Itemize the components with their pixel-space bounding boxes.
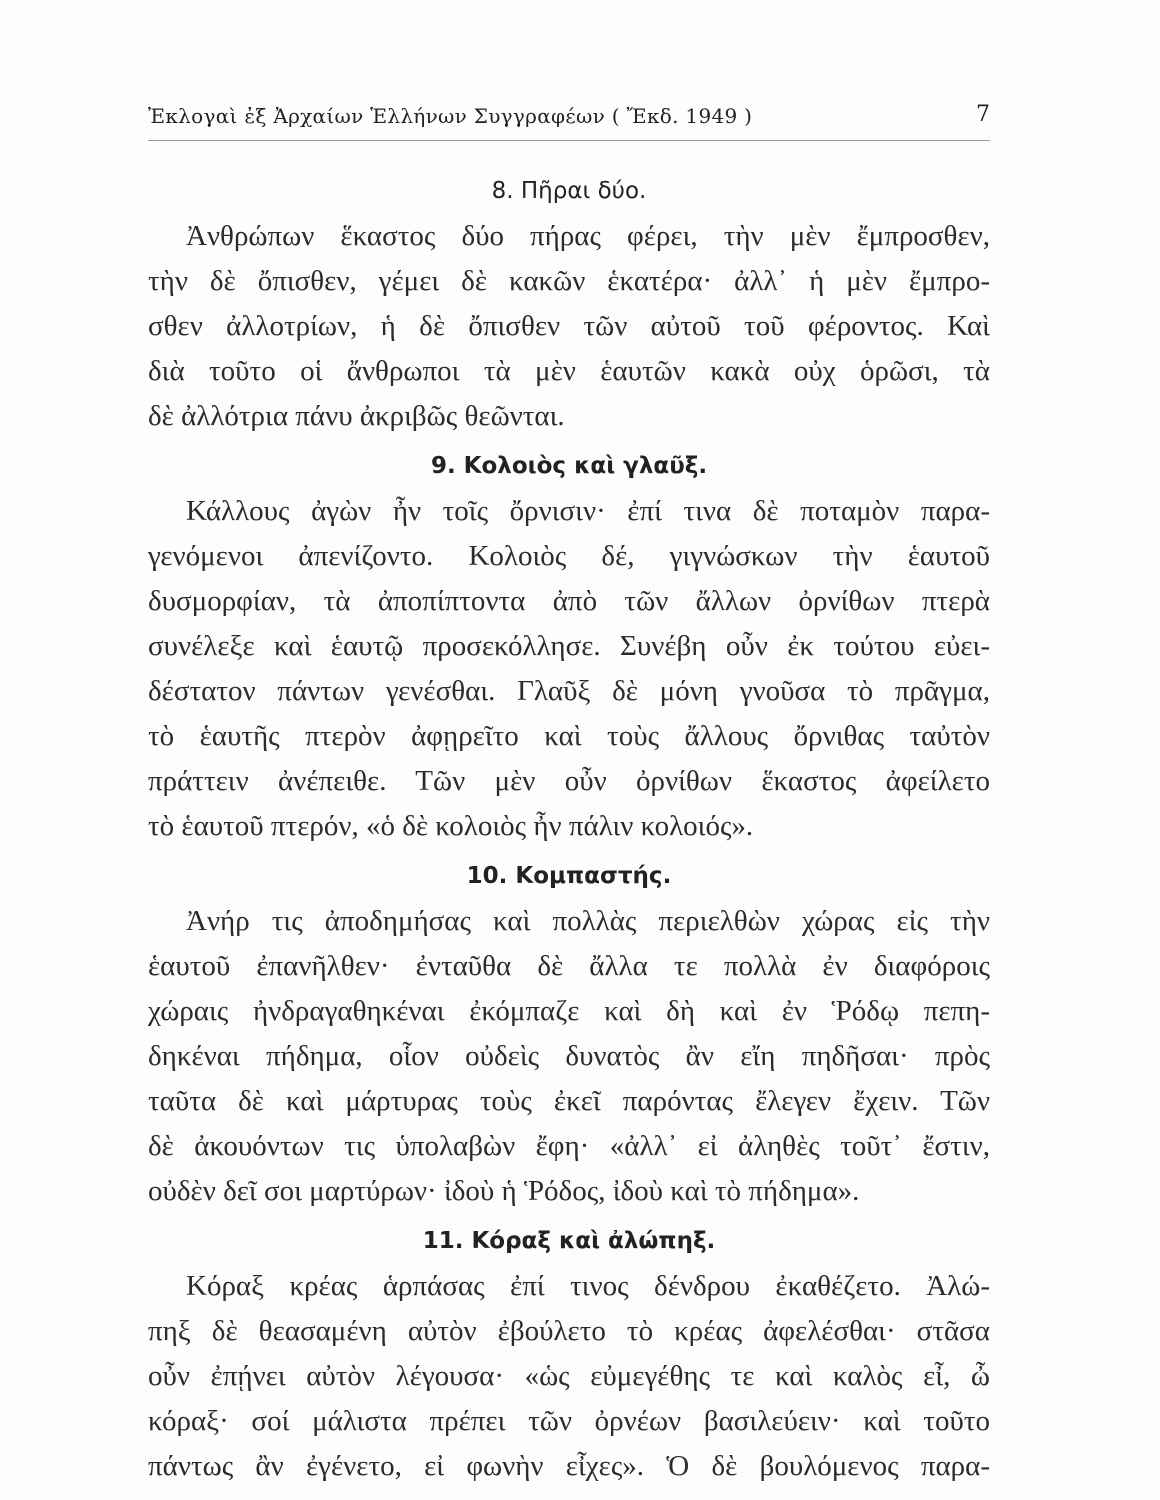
text-line: πηξ δὲ θεασαμένη αὐτὸν ἐβούλετο τὸ κρέας ἀφελέσθαι· στᾶσα (148, 1315, 990, 1347)
text-line: οὖν ἐπῄνει αὐτὸν λέγουσα· «ὡς εὐμεγέθης τε καὶ καλὸς εἶ, ὦ (148, 1360, 990, 1392)
section-10 (148, 853, 990, 1214)
text-line: συνέλεξε καὶ ἑαυτῷ προσεκόλλησε. Συνέβη οὖν ἐκ τούτου εὐει- (148, 630, 990, 662)
section-9 (148, 443, 990, 849)
paragraph (148, 899, 990, 1214)
text-line: Ἀνθρώπων ἕκαστος δύο πήρας φέρει, τὴν μὲν ἔμπροσθεν, (186, 220, 990, 252)
text-line: σθεν ἀλλοτρίων, ἡ δὲ ὄπισθεν τῶν αὐτοῦ τοῦ φέροντος. Καὶ (148, 310, 990, 342)
page-number: 7 (976, 102, 990, 127)
section-8 (148, 168, 990, 439)
running-title: Ἐκλογαὶ ἐξ Ἀρχαίων Ἑλλήνων Συγγραφέων ( Ἔκδ. 1949 ) (148, 104, 753, 128)
text-line: οὐδὲν δεῖ σοι μαρτύρων· ἰδοὺ ἡ Ῥόδος, ἰδοὺ καὶ τὸ πήδημα». (148, 1175, 860, 1207)
text-line: τὸ ἑαυτῆς πτερὸν ἀφῃρεῖτο καὶ τοὺς ἄλλους ὄρνιθας ταὐτὸν (148, 720, 990, 752)
text-line: χώραις ἠνδραγαθηκέναι ἐκόμπαζε καὶ δὴ καὶ ἐν Ῥόδῳ πεπη- (148, 995, 990, 1027)
body-text (148, 168, 990, 1489)
section-title: 10. Κομπαστής. (466, 863, 672, 889)
text-line: διὰ τοῦτο οἱ ἄνθρωποι τὰ μὲν ἑαυτῶν κακὰ οὐχ ὁρῶσι, τὰ (148, 355, 990, 387)
text-line: δυσμορφίαν, τὰ ἀποπίπτοντα ἀπὸ τῶν ἄλλων ὀρνίθων πτερὰ (148, 585, 990, 617)
section-title: 8. Πῆραι δύο. (491, 178, 647, 204)
text-line: Κάλλους ἀγὼν ἦν τοῖς ὄρνισιν· ἐπί τινα δὲ ποταμὸν παρα- (186, 495, 990, 527)
text-line: Κόραξ κρέας ἁρπάσας ἐπί τινος δένδρου ἐκαθέζετο. Ἀλώ- (186, 1270, 990, 1302)
section-title: 11. Κόραξ καὶ ἀλώπηξ. (422, 1228, 716, 1254)
paragraph (148, 489, 990, 849)
text-line: δὲ ἀκουόντων τις ὑπολαβὼν ἔφη· «ἀλλ᾽ εἰ ἀληθὲς τοῦτ᾽ ἔστιν, (148, 1130, 990, 1162)
text-line: ἑαυτοῦ ἐπανῆλθεν· ἐνταῦθα δὲ ἄλλα τε πολλὰ ἐν διαφόροις (148, 950, 990, 982)
text-line: τὴν δὲ ὄπισθεν, γέμει δὲ κακῶν ἑκατέρα· ἀλλ᾽ ἡ μὲν ἔμπρο- (148, 265, 990, 297)
text-line: Ἀνήρ τις ἀποδημήσας καὶ πολλὰς περιελθὼν χώρας εἰς τὴν (186, 905, 990, 937)
running-head (148, 100, 990, 136)
text-line: δὲ ἀλλότρια πάνυ ἀκριβῶς θεῶνται. (148, 400, 565, 432)
section-11 (148, 1218, 990, 1489)
section-title: 9. Κολοιὸς καὶ γλαῦξ. (430, 453, 708, 479)
paragraph (148, 1264, 990, 1489)
text-line: πράττειν ἀνέπειθε. Τῶν μὲν οὖν ὀρνίθων ἕκαστος ἀφείλετο (148, 765, 990, 797)
text-line: γενόμενοι ἀπενίζοντο. Κολοιὸς δέ, γιγνώσκων τὴν ἑαυτοῦ (148, 540, 990, 572)
text-line: τὸ ἑαυτοῦ πτερόν, «ὁ δὲ κολοιὸς ἦν πάλιν κολοιός». (148, 810, 754, 842)
text-line: κόραξ· σοί μάλιστα πρέπει τῶν ὀρνέων βασιλεύειν· καὶ τοῦτο (148, 1405, 990, 1437)
text-line: πάντως ἂν ἐγένετο, εἰ φωνὴν εἶχες». Ὁ δὲ βουλόμενος παρα- (148, 1450, 990, 1482)
paragraph (148, 214, 990, 439)
text-line: δηκέναι πήδημα, οἷον οὐδεὶς δυνατὸς ἂν εἴη πηδῆσαι· πρὸς (148, 1040, 990, 1072)
header-rule (148, 140, 990, 141)
text-line: δέστατον πάντων γενέσθαι. Γλαῦξ δὲ μόνη γνοῦσα τὸ πρᾶγμα, (148, 675, 990, 707)
text-line: ταῦτα δὲ καὶ μάρτυρας τοὺς ἐκεῖ παρόντας ἔλεγεν ἔχειν. Τῶν (148, 1085, 990, 1117)
